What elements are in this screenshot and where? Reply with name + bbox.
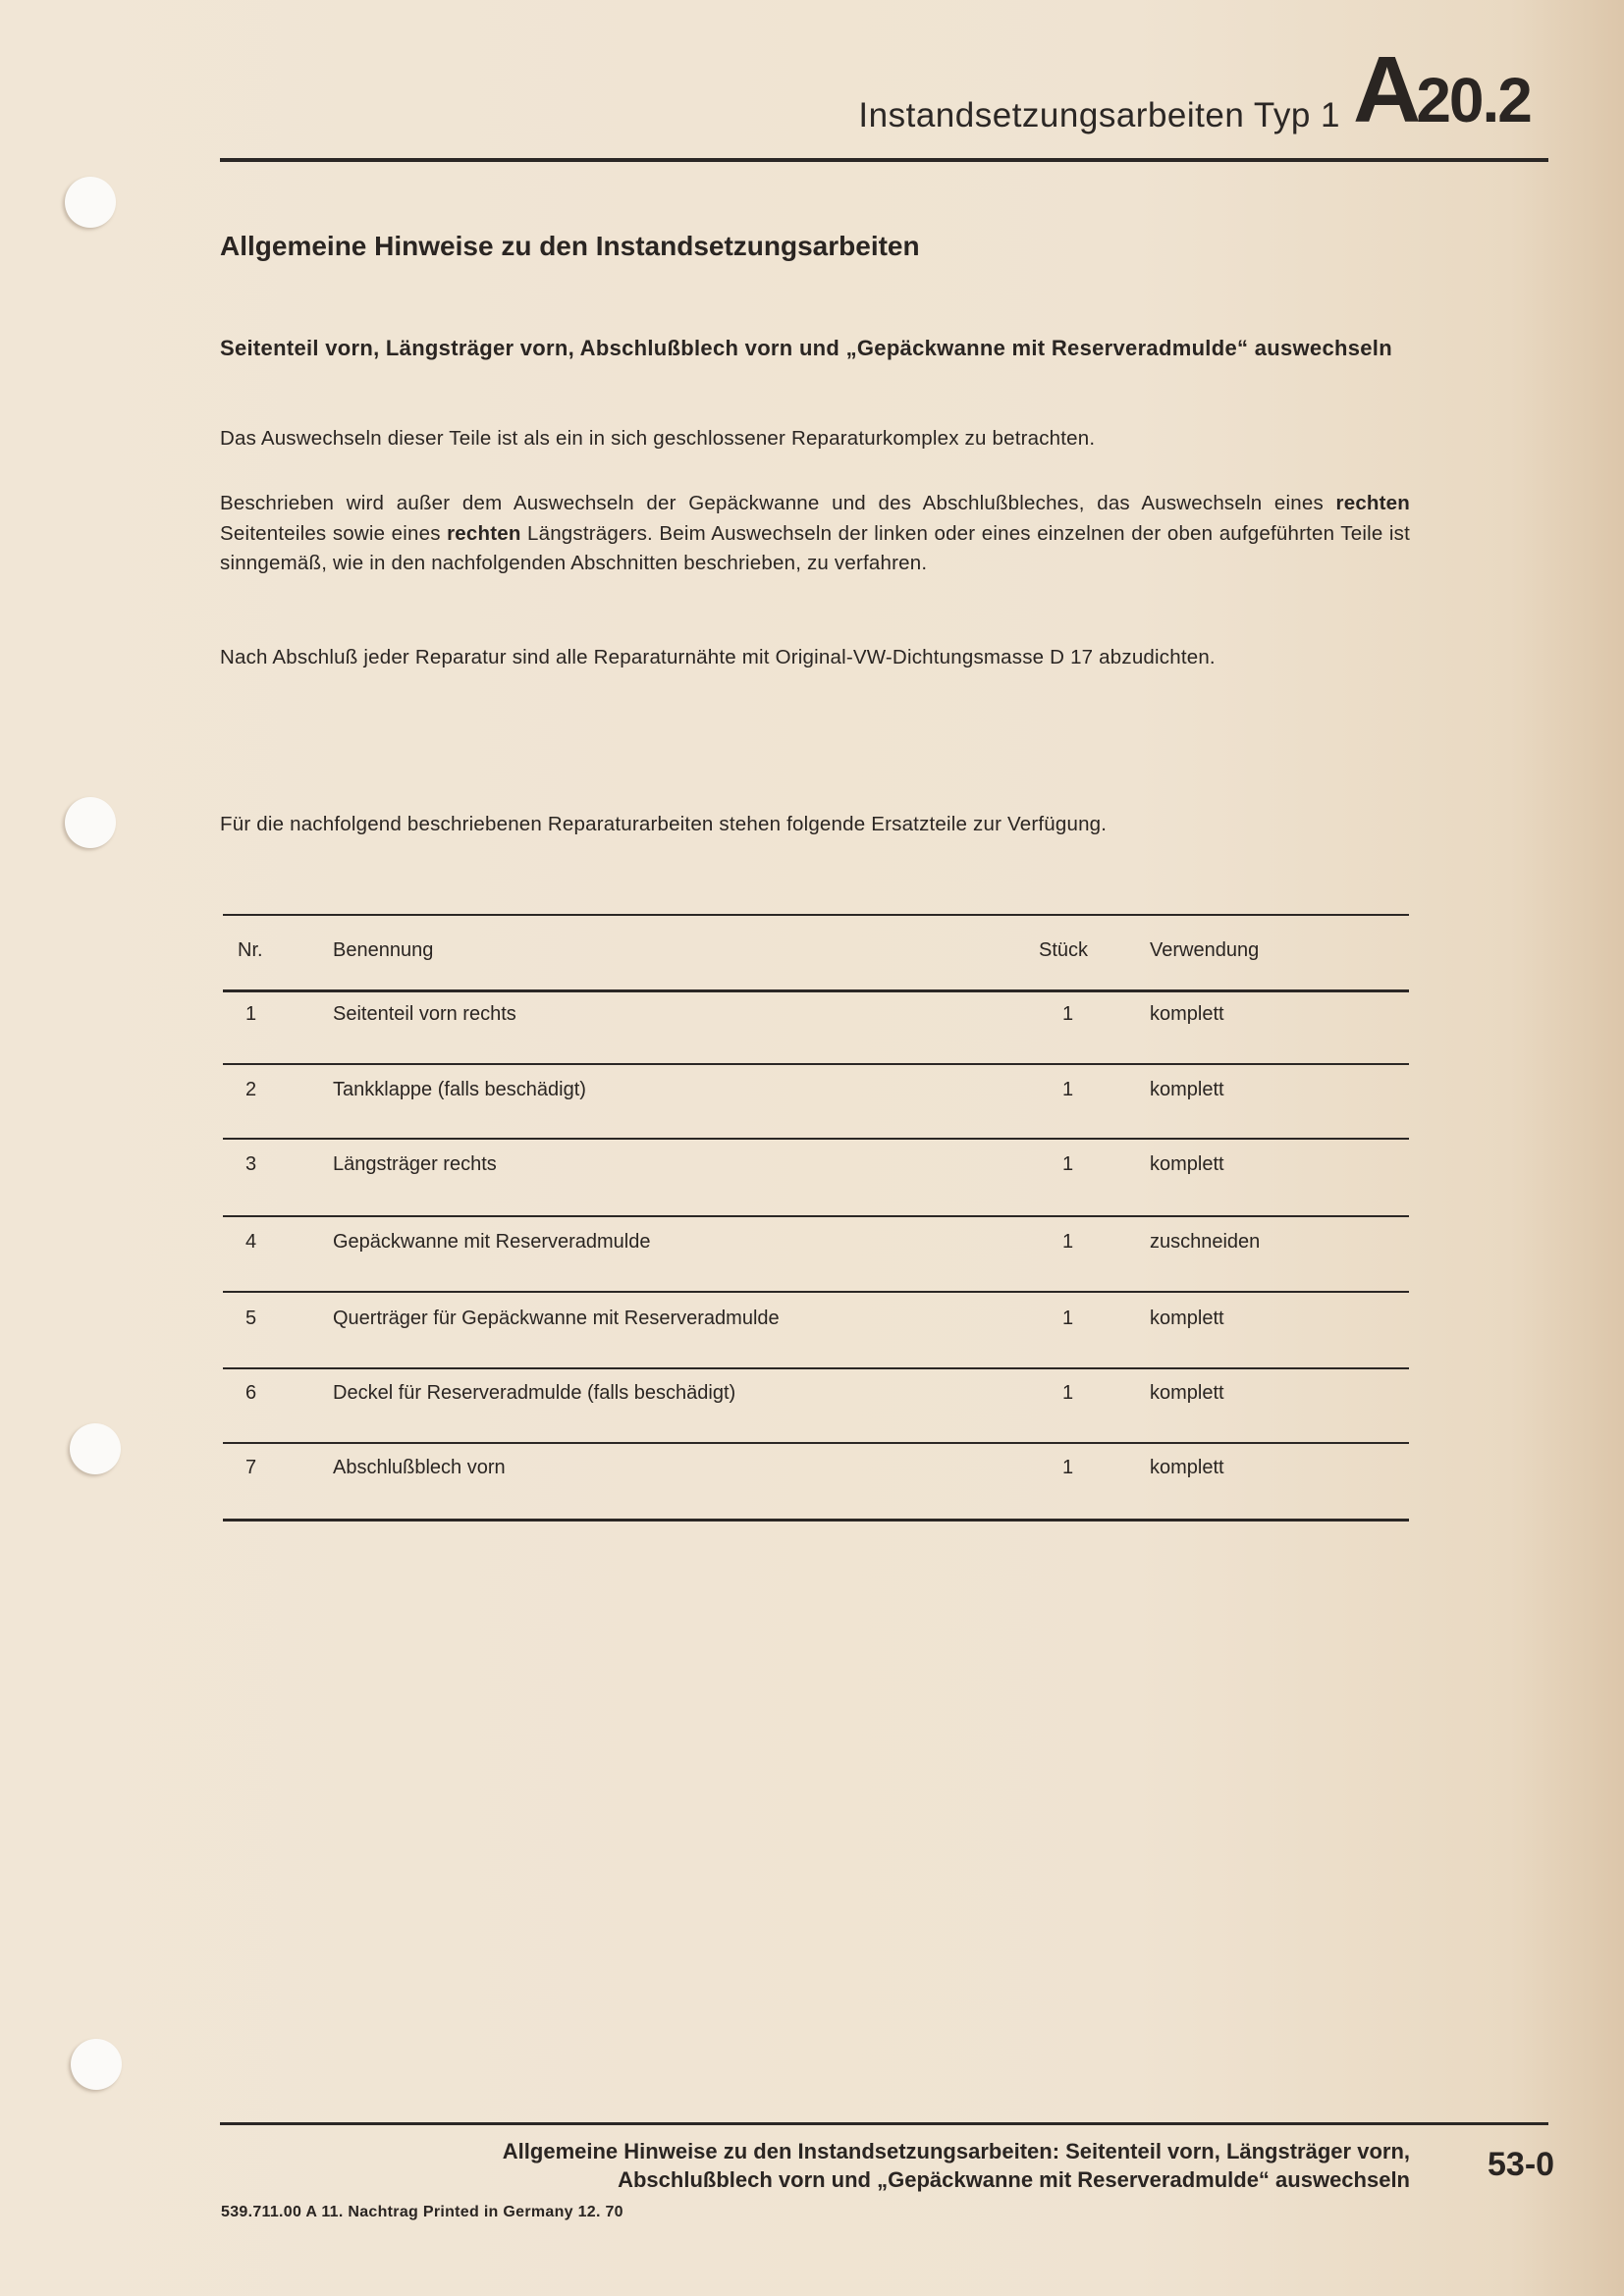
section-code-number: 20.2 [1416, 65, 1531, 135]
paragraph: Das Auswechseln dieser Teile ist als ein in sich geschlossener Reparaturkomplex zu betrachten. [220, 427, 1096, 450]
row-name: Seitenteil vorn rechts [333, 1003, 516, 1025]
row-nr: 5 [245, 1308, 257, 1329]
row-qty: 1 [1062, 1079, 1074, 1100]
section-code-letter: A [1353, 37, 1417, 142]
row-use: zuschneiden [1150, 1231, 1261, 1253]
footer-caption [220, 2137, 1410, 2194]
footer-line: Allgemeine Hinweise zu den Instandsetzungsarbeiten: Seitenteil vorn, Längsträger vorn, [502, 2139, 1410, 2163]
page-number: 53-0 [1488, 2146, 1555, 2183]
row-nr: 4 [245, 1231, 257, 1253]
column-header-use: Verwendung [1150, 939, 1260, 961]
table-header-rule [223, 989, 1409, 992]
row-divider [223, 1367, 1409, 1369]
row-name: Gepäckwanne mit Reserveradmulde [333, 1231, 651, 1253]
text: Beschrieben wird außer dem Auswechseln der Gepäckwanne und des Abschlußbleches, das Auswechseln eines [220, 492, 1336, 514]
footer-line: Abschlußblech vorn und „Gepäckwanne mit Reserveradmulde“ auswechseln [618, 2167, 1410, 2192]
column-header-name: Benennung [333, 939, 434, 961]
row-name: Deckel für Reserveradmulde (falls beschädigt) [333, 1382, 736, 1404]
row-nr: 3 [245, 1153, 257, 1175]
row-qty: 1 [1062, 1457, 1074, 1478]
row-qty: 1 [1062, 1308, 1074, 1329]
paragraph: Nach Abschluß jeder Reparatur sind alle Reparaturnähte mit Original-VW-Dichtungsmasse D 17 abzudichten. [220, 646, 1216, 668]
row-name: Längsträger rechts [333, 1153, 497, 1175]
section-code [1353, 37, 1531, 142]
row-qty: 1 [1062, 1231, 1074, 1253]
row-use: komplett [1150, 1003, 1224, 1025]
header-title: Instandsetzungsarbeiten Typ 1 [858, 96, 1340, 134]
punch-hole [65, 797, 116, 848]
column-header-nr: Nr. [238, 939, 263, 961]
row-name: Querträger für Gepäckwanne mit Reserveradmulde [333, 1308, 780, 1329]
column-header-qty: Stück [1039, 939, 1089, 961]
row-use: komplett [1150, 1382, 1224, 1404]
paragraph [220, 489, 1410, 579]
row-qty: 1 [1062, 1382, 1074, 1404]
page-heading: Allgemeine Hinweise zu den Instandsetzungsarbeiten [220, 231, 920, 261]
row-nr: 2 [245, 1079, 257, 1100]
text: Längsträgers. Beim Auswechseln der linken oder eines einzelnen der oben aufgeführten Teile ist sinngemäß, wie in den nachfolgenden Abschnitten beschrieben, zu verfahren. [220, 521, 1410, 574]
table-bottom-rule [223, 1519, 1409, 1522]
row-qty: 1 [1062, 1003, 1074, 1025]
paragraph: Für die nachfolgend beschriebenen Reparaturarbeiten stehen folgende Ersatzteile zur Verfügung. [220, 813, 1108, 835]
row-divider [223, 1138, 1409, 1140]
row-name: Abschlußblech vorn [333, 1457, 506, 1478]
row-nr: 6 [245, 1382, 257, 1404]
row-nr: 1 [245, 1003, 257, 1025]
emphasis: rechten [447, 521, 521, 545]
punch-hole [70, 1423, 121, 1474]
table-top-rule [223, 914, 1409, 916]
punch-hole [71, 2039, 122, 2090]
row-divider [223, 1291, 1409, 1293]
row-use: komplett [1150, 1457, 1224, 1478]
header-rule [220, 158, 1548, 162]
section-subheading: Seitenteil vorn, Längsträger vorn, Abschlußblech vorn und „Gepäckwanne mit Reserveradmulde“ auswechseln [220, 336, 1392, 360]
row-divider [223, 1215, 1409, 1217]
row-divider [223, 1063, 1409, 1065]
row-use: komplett [1150, 1308, 1224, 1329]
text: Seitenteiles sowie eines [220, 521, 448, 545]
row-use: komplett [1150, 1153, 1224, 1175]
row-divider [223, 1442, 1409, 1444]
punch-hole [65, 177, 116, 228]
row-use: komplett [1150, 1079, 1224, 1100]
emphasis: rechten [1335, 492, 1410, 514]
print-info: 539.711.00 A 11. Nachtrag Printed in Germany 12. 70 [221, 2204, 623, 2220]
footer-rule [220, 2122, 1548, 2125]
row-name: Tankklappe (falls beschädigt) [333, 1079, 586, 1100]
row-qty: 1 [1062, 1153, 1074, 1175]
row-nr: 7 [245, 1457, 257, 1478]
